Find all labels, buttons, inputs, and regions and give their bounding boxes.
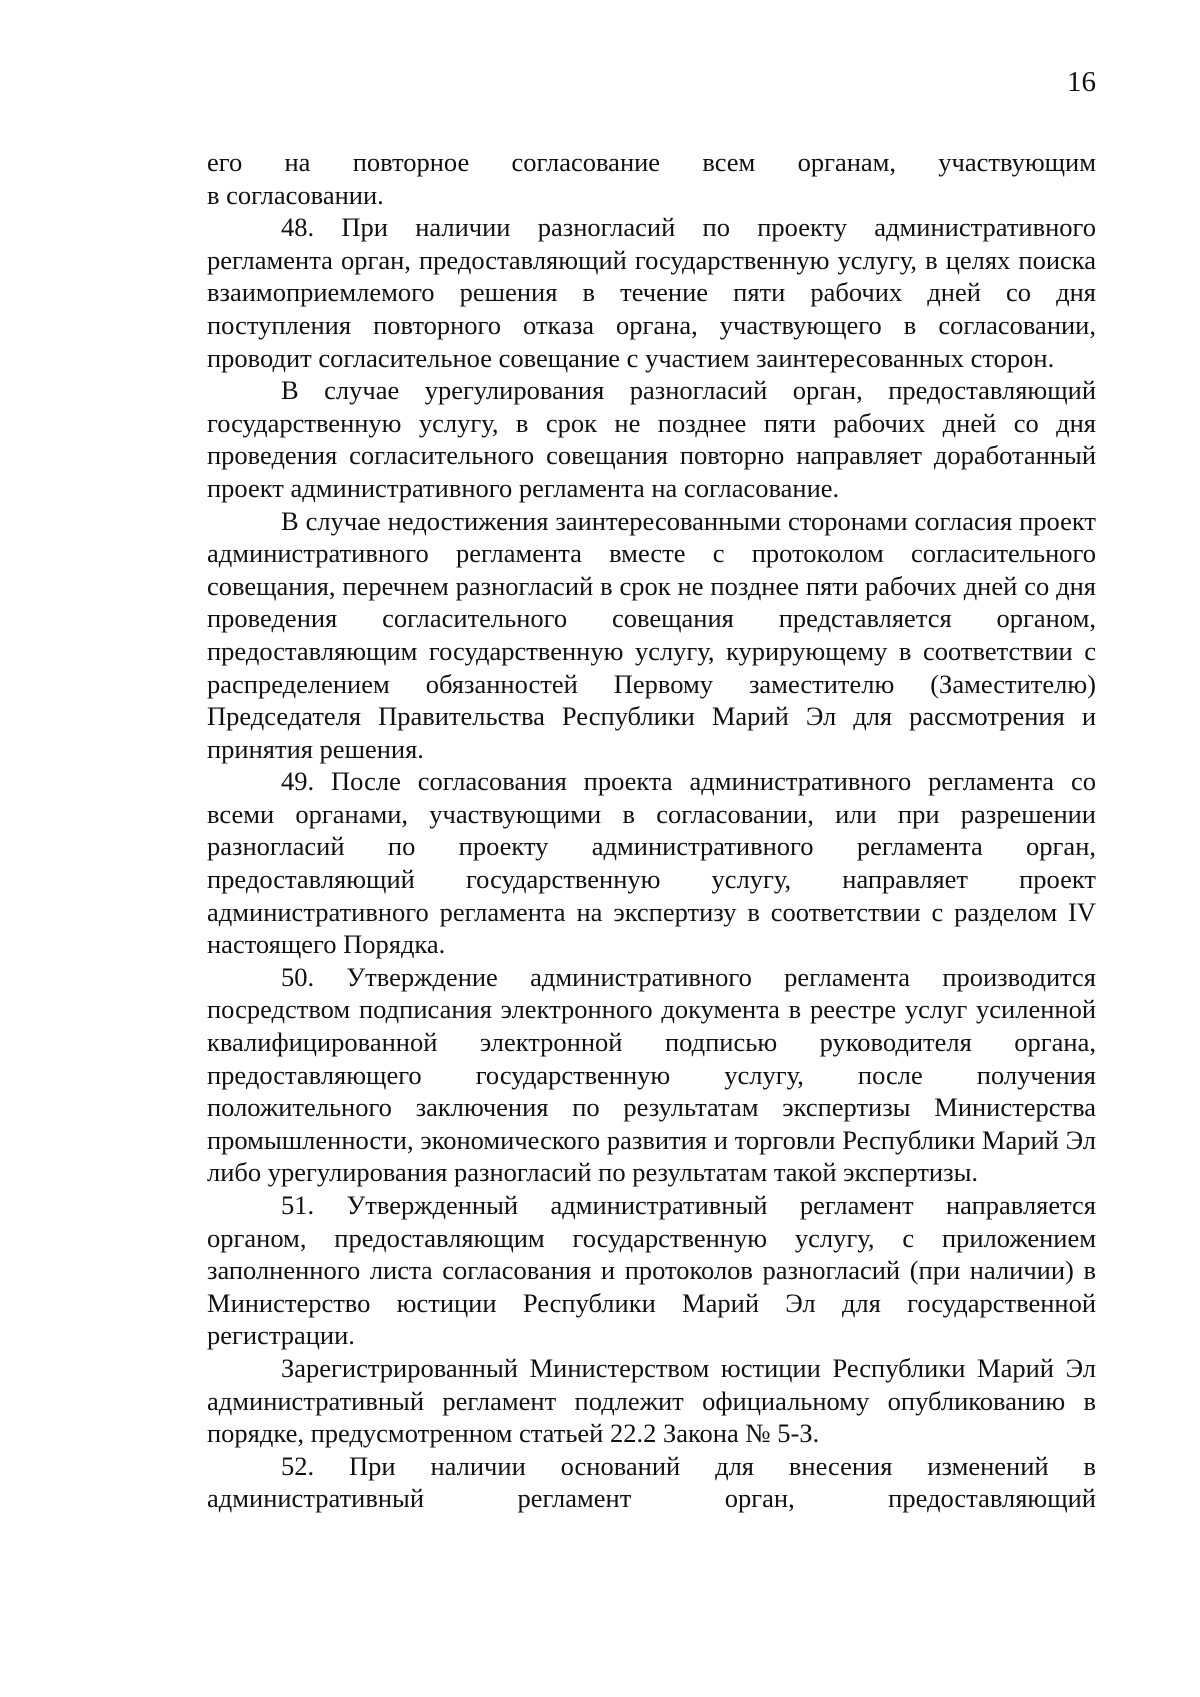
paragraph-50: 50. Утверждение административного регламента производится посредством подписания электронного документа в реестре услуг усиленной квалифицированной электронной подписью руководителя органа, предоставляющего государственную услугу, после получения положительного заключения по результатам экспертизы Министерства промышленности, экономического развития и торговли Республики Марий Эл либо урегулирования разногласий по результатам такой экспертизы. <box>207 961 1096 1188</box>
paragraph-continuation <box>207 146 1096 211</box>
paragraph-registration: Зарегистрированный Министерством юстиции Республики Марий Эл административный регламент подлежит официальному опубликованию в порядке, предусмотренном статьей 22.2 Закона № 5-З. <box>207 1352 1096 1449</box>
paragraph-no-agreement: В случае недостижения заинтересованными сторонами согласия проект административного регламента вместе с протоколом согласительного совещания, перечнем разногласий в срок не позднее пяти рабочих дней со дня проведения согласительного совещания представляется органом, предоставляющим государственную услугу, курирующему в соответствии с распределением обязанностей Первому заместителю (Заместителю) Председателя Правительства Республики Марий Эл для рассмотрения и принятия решения. <box>207 505 1096 764</box>
paragraph-continuation-line1: его на повторное согласование всем органам, участвующим <box>207 147 1096 177</box>
paragraph-48: 48. При наличии разногласий по проекту административного регламента орган, предоставляющий государственную услугу, в целях поиска взаимоприемлемого решения в течение пяти рабочих дней со дня поступления повторного отказа органа, участвующего в согласовании, проводит согласительное совещание с участием заинтересованных сторон. <box>207 212 1096 373</box>
document-body <box>207 146 1096 1515</box>
paragraph-49: 49. После согласования проекта административного регламента со всеми органами, участвующими в согласовании, или при разрешении разногласий по проекту административного регламента орган, предоставляющий государственную услугу, направляет проект административного регламента на экспертизу в соответствии с разделом IV настоящего Порядка. <box>207 766 1096 960</box>
paragraph-settlement: В случае урегулирования разногласий орган, предоставляющий государственную услугу, в срок не позднее пяти рабочих дней со дня проведения согласительного совещания повторно направляет доработанный проект административного регламента на согласование. <box>207 375 1096 503</box>
paragraph-52: 52. При наличии оснований для внесения изменений в административный регламент орган, предоставляющий <box>207 1450 1096 1514</box>
page-number: 16 <box>1067 66 1096 98</box>
paragraph-continuation-rest: в согласовании. <box>207 179 384 210</box>
paragraph-51: 51. Утвержденный административный регламент направляется органом, предоставляющим государственную услугу, с приложением заполненного листа согласования и протоколов разногласий (при наличии) в Министерство юстиции Республики Марий Эл для государственной регистрации. <box>207 1190 1096 1351</box>
